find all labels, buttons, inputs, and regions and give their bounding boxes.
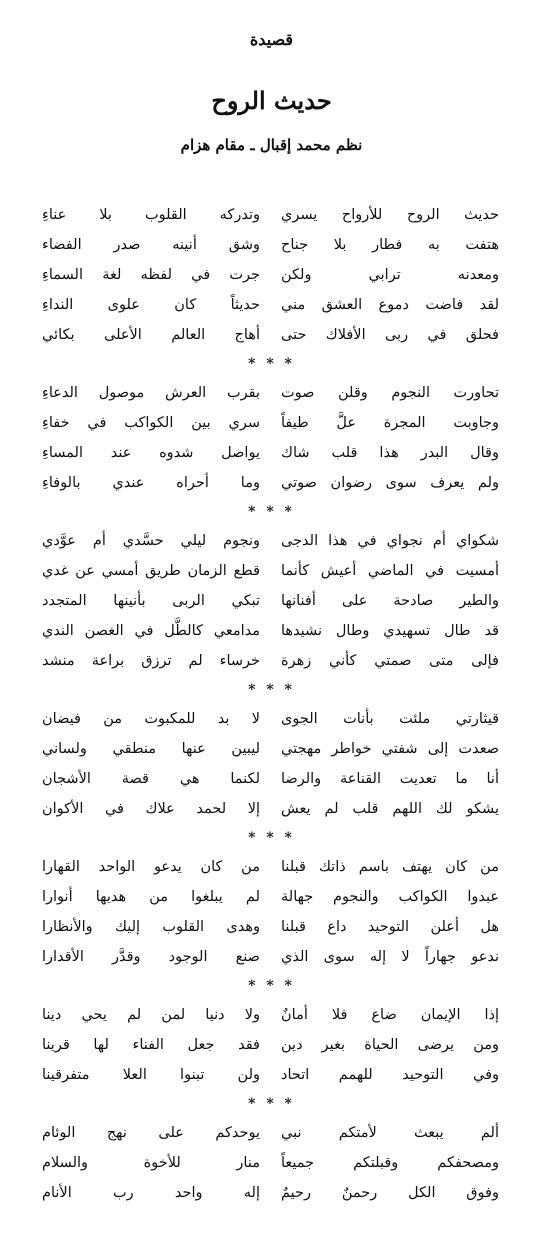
- verse-line: [0, 468, 543, 498]
- second-hemistich: ولن تبنوا العلا متفرقينا: [42, 1067, 260, 1083]
- first-hemistich: عبدوا الكواكب والنجوم جهالة: [281, 889, 499, 905]
- verse-line: [0, 616, 543, 646]
- first-hemistich: قيثارتي ملئت بأنات الجوى: [281, 711, 499, 727]
- verse-line: [0, 734, 543, 764]
- verse-line: [0, 882, 543, 912]
- verse-line: [0, 764, 543, 794]
- second-hemistich: سري بين الكواكب في خفاءِ: [42, 415, 260, 431]
- second-hemistich: ونجوم ليلي حسَّدي أم عوَّدي: [42, 533, 260, 549]
- second-hemistich: من كان يدعو الواحد القهارا: [42, 859, 260, 875]
- second-hemistich: قطع الزمان طريق أمسي عن غدي: [42, 563, 260, 579]
- verse-line: [0, 794, 543, 824]
- second-hemistich: يوحدكم على نهج الوئام: [42, 1125, 260, 1141]
- stanza-separator: * * *: [248, 1096, 295, 1112]
- second-hemistich: لم يبلغوا من هديها أنوارا: [42, 889, 260, 905]
- first-hemistich: وفي التوحيد للهمم اتحاد: [281, 1067, 499, 1083]
- verse-line: [0, 646, 543, 676]
- first-hemistich: شكواي أم نجواي في هذا الدجى: [281, 533, 499, 549]
- second-hemistich: وشق أنينه صدر الفضاء: [42, 237, 260, 253]
- verse-line: [0, 852, 543, 882]
- verse-line: [0, 586, 543, 616]
- second-hemistich: فقد جعل الفناء لها قرينا: [42, 1037, 260, 1053]
- second-hemistich: بقرب العرش موصول الدعاءِ: [42, 385, 260, 401]
- first-hemistich: هل أعلن التوحيد داع قبلنا: [281, 919, 499, 935]
- stanza: [0, 704, 543, 824]
- section-label: قصيدة: [249, 30, 294, 49]
- second-hemistich: ولا دنيا لمن لم يحي دينا: [42, 1007, 260, 1023]
- first-hemistich: صعدت إلى شفتي خواطر مهجتي: [281, 741, 499, 757]
- first-hemistich: يشكو لك اللهم قلب لم يعش: [281, 801, 499, 817]
- second-hemistich: أهاج العالم الأعلى بكائي: [42, 327, 260, 343]
- first-hemistich: حديث الروح للأرواح يسري: [281, 207, 499, 223]
- verse-line: [0, 1000, 543, 1030]
- second-hemistich: ليبين عنها منطقي ولساني: [42, 741, 260, 757]
- stanza: [0, 852, 543, 972]
- verse-line: [0, 1148, 543, 1178]
- stanza: [0, 200, 543, 350]
- first-hemistich: لقد فاضت دموع العشق مني: [281, 297, 499, 313]
- first-hemistich: ألم يبعث لأمتكم نبي: [281, 1125, 499, 1141]
- first-hemistich: من كان يهتف باسم ذاتك قبلنا: [281, 859, 499, 875]
- first-hemistich: إذا الإيمان ضاع فلا أمانٌ: [281, 1007, 499, 1023]
- second-hemistich: خرساء لم ترزق براعة منشد: [42, 653, 260, 669]
- verse-line: [0, 290, 543, 320]
- first-hemistich: أنا ما تعديت القناعة والرضا: [281, 771, 499, 787]
- first-hemistich: تحاورت النجوم وقلن صوت: [281, 385, 499, 401]
- first-hemistich: فإلى متى صمتي كأني زهرة: [281, 653, 499, 669]
- first-hemistich: ومعدنه ترابي ولكن: [281, 267, 499, 283]
- first-hemistich: وقال البدر هذا قلب شاك: [281, 445, 499, 461]
- second-hemistich: حديثاً كان علوى النداءِ: [42, 297, 260, 313]
- verse-line: [0, 378, 543, 408]
- stanza-separator: * * *: [248, 978, 295, 994]
- stanza: [0, 1118, 543, 1208]
- second-hemistich: إله واحد رب الأنام: [42, 1185, 260, 1201]
- first-hemistich: هتفت به فطار بلا جناح: [281, 237, 499, 253]
- second-hemistich: وهدى القلوب إليك والأنظارا: [42, 919, 260, 935]
- stanza-separator: * * *: [248, 682, 295, 698]
- stanza-separator: * * *: [248, 504, 295, 520]
- poem-body: [0, 200, 543, 1208]
- verse-line: [0, 200, 543, 230]
- verse-line: [0, 1118, 543, 1148]
- second-hemistich: جرت في لفظه لغة السماءِ: [42, 267, 260, 283]
- first-hemistich: ولم يعرف سوى رضوان صوتي: [281, 475, 499, 491]
- verse-line: [0, 230, 543, 260]
- second-hemistich: مدامعي كالطَّل في الغصن الندي: [42, 623, 260, 639]
- verse-line: [0, 1030, 543, 1060]
- stanza-separator: * * *: [248, 356, 295, 372]
- second-hemistich: وتدركه القلوب بلا عناءِ: [42, 207, 260, 223]
- verse-line: [0, 1178, 543, 1208]
- first-hemistich: وجاوبت المجرة علَّ طيفاً: [281, 415, 499, 431]
- stanza: [0, 378, 543, 498]
- poem-author: نظم محمد إقبال ـ مقام هزام: [180, 136, 363, 154]
- stanza: [0, 526, 543, 676]
- second-hemistich: يواصل شدوه عند المساءِ: [42, 445, 260, 461]
- first-hemistich: ندعو جهاراً لا إله سوى الذي: [281, 949, 499, 965]
- first-hemistich: وفوق الكل رحمنٌ رحيمٌ: [281, 1185, 499, 1201]
- verse-line: [0, 942, 543, 972]
- verse-line: [0, 1060, 543, 1090]
- second-hemistich: وما أحراه عندي بالوفاءِ: [42, 475, 260, 491]
- verse-line: [0, 438, 543, 468]
- verse-line: [0, 526, 543, 556]
- verse-line: [0, 408, 543, 438]
- first-hemistich: أمسيت في الماضي أعيش كأنما: [281, 563, 499, 579]
- stanza-separator: * * *: [248, 830, 295, 846]
- first-hemistich: ومصحفكم وقبلتكم جميعاً: [281, 1155, 499, 1171]
- verse-line: [0, 556, 543, 586]
- verse-line: [0, 260, 543, 290]
- first-hemistich: فحلق في ربى الأفلاك حتى: [281, 327, 499, 343]
- second-hemistich: إلا لحمد علاك في الأكوان: [42, 801, 260, 817]
- first-hemistich: ومن يرضى الحياة بغير دين: [281, 1037, 499, 1053]
- first-hemistich: والطير صادحة على أفنانها: [281, 593, 499, 609]
- verse-line: [0, 912, 543, 942]
- poem-title: حديث الروح: [211, 86, 332, 115]
- second-hemistich: لا بد للمكبوت من فيضان: [42, 711, 260, 727]
- second-hemistich: لكنما هي قصة الأشجان: [42, 771, 260, 787]
- second-hemistich: منار للأخوة والسلام: [42, 1155, 260, 1171]
- verse-line: [0, 320, 543, 350]
- second-hemistich: تبكي الربى بأنينها المتجدد: [42, 593, 260, 609]
- first-hemistich: قد طال تسهيدي وطال نشيدها: [281, 623, 499, 639]
- second-hemistich: صنع الوجود وقدَّر الأقدارا: [42, 949, 260, 965]
- stanza: [0, 1000, 543, 1090]
- verse-line: [0, 704, 543, 734]
